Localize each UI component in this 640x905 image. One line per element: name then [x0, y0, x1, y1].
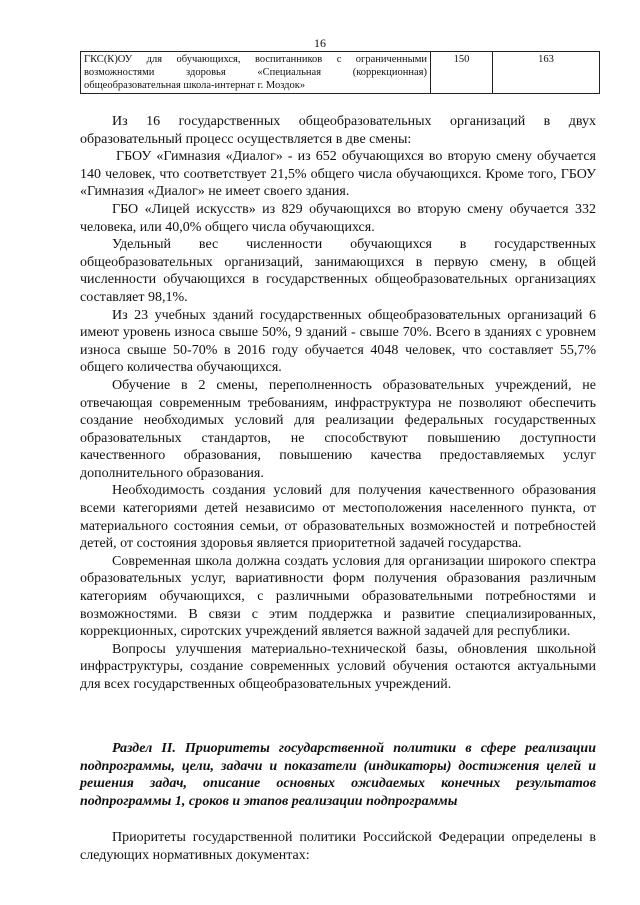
institution-name-line: общеобразовательная школа-интернат г. Моздок»	[84, 80, 306, 91]
institution-name-line: возможностями здоровья «Специальная (коррекционная)	[84, 67, 427, 78]
paragraph: Из 16 государственных общеобразовательных организаций в двух образовательный процесс осуществляется в две смены:	[80, 114, 596, 147]
paragraph: Из 23 учебных зданий государственных общеобразовательных организаций 6 имеют уровень износа свыше 50%, 9 зданий - свыше 70%. Всего в зданиях с уровнем износа свыше 50-70% в 2016 году обучается 4048 человек, что составляет 55,7% общего количества обучающихся.	[80, 307, 596, 376]
paragraph: Вопросы улучшения материально-технической базы, обновления школьной инфраструктуры, создание современных условий обучения остаются актуальными для всех государственных общеобразовательных учреждений.	[80, 641, 596, 692]
body-text	[80, 113, 596, 694]
table-value-cell: 150	[431, 52, 493, 94]
paragraph: Современная школа должна создать условия для организации широкого спектра образовательных услуг, вариативности форм получения образования различным категориям обучающихся, с различными образовательными потребностями и возможностями. В связи с этим поддержка и развитие специализированных, коррекционных, сиротских учреждений является важной задачей для республики.	[80, 553, 596, 640]
paragraph: ГБО «Лицей искусств» из 829 обучающихся во вторую смену обучается 332 человека, или 40,0% общего числа обучающихся.	[80, 201, 596, 235]
paragraph: Необходимость создания условий для получения качественного образования всеми категориями детей независимо от местоположения населенного пункта, от материального состояния семьи, от образовательных возможностей и потребностей детей, от состояния здоровья является приоритетной задачей государства.	[80, 483, 596, 552]
priorities-paragraph: Приоритеты государственной политики Российской Федерации определены в следующих нормативных документах:	[80, 830, 596, 863]
paragraph: ГБОУ «Гимназия «Диалог» - из 652 обучающихся во вторую смену обучается 140 человек, что соответствует 21,5% общего числа обучающихся. Кроме того, ГБОУ «Гимназия «Диалог» не имеет своего здания.	[80, 149, 596, 200]
institutions-table	[80, 51, 600, 94]
paragraph: Удельный вес численности обучающихся в государственных общеобразовательных организаций, занимающихся в первую смену, в общей численности обучающихся в государственных общеобразовательных организациях составляет 98,1%.	[80, 237, 596, 305]
table-value-cell: 163	[493, 52, 600, 94]
institution-name-line: ГКС(К)ОУ для обучающихся, воспитанников с ограниченными	[84, 54, 427, 65]
institution-name-cell	[81, 52, 431, 94]
table-row	[81, 52, 600, 94]
page-number: 16	[314, 36, 326, 50]
section-title: Раздел II. Приоритеты государственной политики в сфере реализации подпрограммы, цели, задачи и показатели (индикаторы) достижения целей и решения задач, описание основных ожидаемых конечных результатов подпрограммы 1, сроков и этапов реализации подпрограммы	[80, 741, 596, 809]
paragraph: Обучение в 2 смены, переполненность образовательных учреждений, не отвечающая современным требованиям, инфраструктура не позволяют обеспечить создание необходимых условий для реализации федеральных государственных образовательных стандартов, не способствуют повышению доступности качественного образования, повышению качества предоставляемых услуг дополнительного образования.	[80, 377, 596, 481]
